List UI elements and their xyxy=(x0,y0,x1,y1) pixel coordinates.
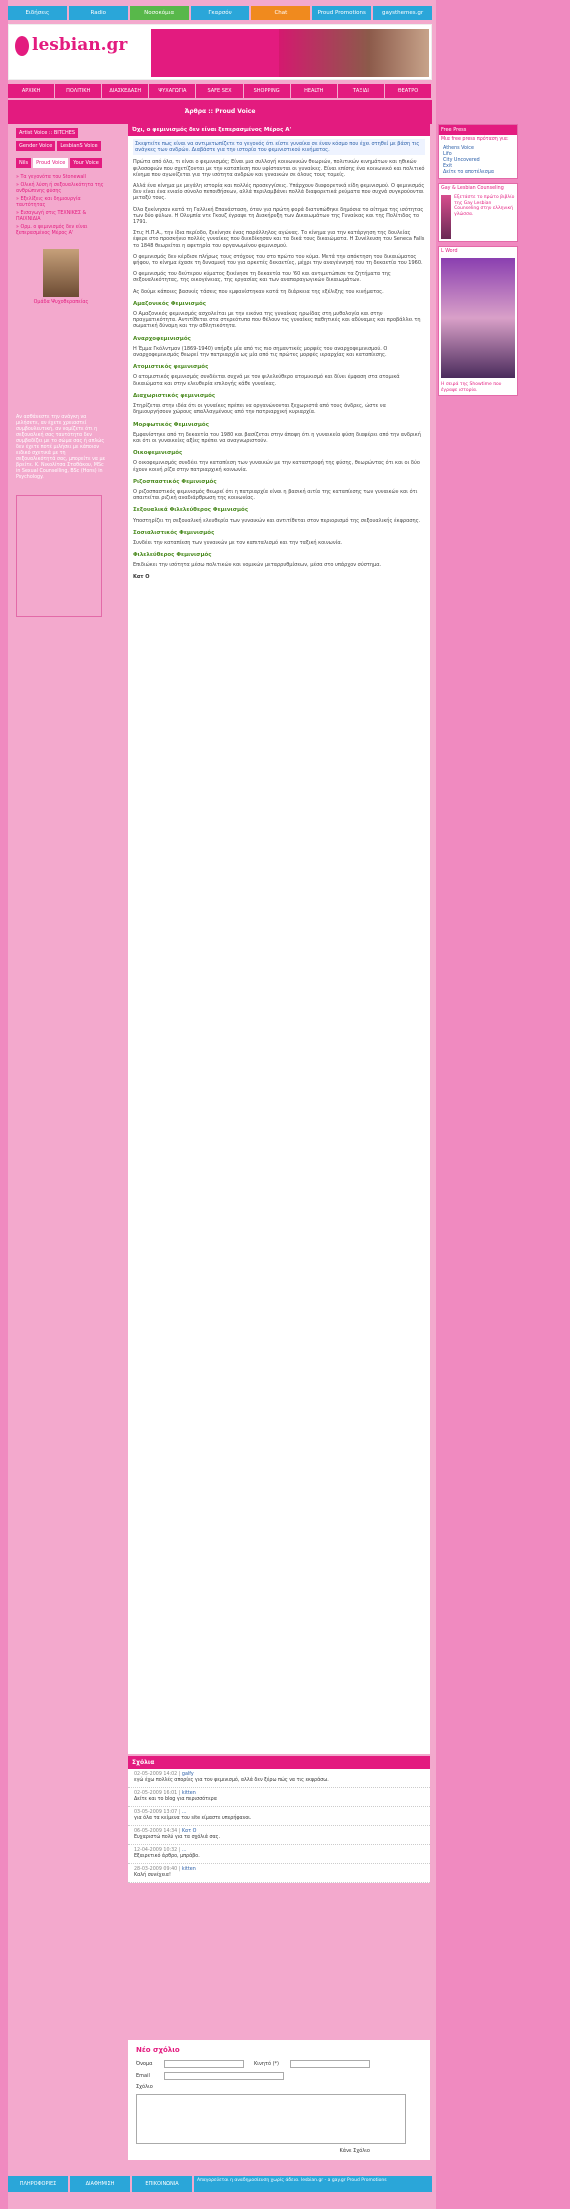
left-link[interactable]: » Εισαγωγή στις ΤΕΧΝΙΚΕΣ & ΠΑΙΧΝΙΔΙΑ xyxy=(16,211,87,222)
main-nav-item[interactable]: ΔΙΑΣΚΕΔΑΣΗ xyxy=(102,84,149,98)
main-nav-item[interactable]: ΑΡΧΙΚΗ xyxy=(8,84,55,98)
left-link[interactable]: » Εξελίξεις και δημιουργία ταυτότητας xyxy=(16,197,81,208)
footer-info-button[interactable]: ΠΛΗΡΟΦΟΡΙΕΣ xyxy=(8,2176,68,2192)
comments-section xyxy=(128,1756,430,1883)
section-text: Η Έμμα Γκόλντμαν (1869-1940) υπήρξε μία από τις πιο σημαντικές μορφές του αναρχοφεμινισμού. Ο αναρχοφεμινισμός θεωρεί την πατριαρχία ως μία από τις πρώτες μορφές ιεραρχίας και καταπίεσης. xyxy=(133,345,388,359)
section-heading: Οικοφεμινισμός xyxy=(133,450,183,457)
lword-text: Η σειρά της Showtime που έγραψε ιστορία. xyxy=(441,382,502,393)
article-body xyxy=(128,136,430,583)
book-box xyxy=(438,183,518,242)
name-label: Όνομα xyxy=(136,2061,153,2067)
section-text: Ο Αμαζονικός φεμινισμός ασχολείται με την εικόνα της γυναίκας ηρωίδας στη μυθολογία και στην πραγματικότητα. Αντιτίθεται στα στερεότυπα που θέλουν τις γυναίκες παθητικές και αδύναμες και προβάλλει τη σωματική δύναμη και την αθλητικότητα. xyxy=(133,311,421,330)
left-tab-nils[interactable]: Nils xyxy=(16,158,31,168)
comments-title: Σχόλια xyxy=(128,1756,430,1769)
lword-section-title[interactable]: L Word xyxy=(441,249,458,254)
article-paragraph: Όλα ξεκίνησαν κατά τη Γαλλική Επανάσταση, όταν για πρώτη φορά διατυπώθηκε δημόσια το αίτημα της ισότητας των δύο φύλων. Η Ολυμπία ντε Γκουζ έγραψε τη Διακήρυξη των Δικαιωμάτων της Γυναίκας και της Πολίτιδος το 1791. xyxy=(133,206,424,226)
left-button-lesbians[interactable]: LesbianS Voice xyxy=(57,141,100,151)
article-paragraph: Πρώτα από όλα, τι είναι ο φεμινισμός; Είναι μια συλλογή κοινωνικών θεωριών, πολιτικών κινημάτων και ηθικών φιλοσοφιών που σχετίζονται με την καταπίεση που υφίστανται οι γυναίκες. Είναι επίσης ένα κοινωνικό και πολιτικό κίνημα που αγωνίζεται για την ισότητα ανδρών και γυναικών σε όλους τους τομείς. xyxy=(133,159,425,178)
book-text: Εξετάστε το πρώτο βιβλίο της Gay Lesbian Counseling στην ελληνική γλώσσα. xyxy=(454,195,515,217)
logo-mark-icon xyxy=(15,36,29,56)
main-nav-item[interactable]: ΤΑΞΙΔΙ xyxy=(338,84,385,98)
comment-date: 02-05-2009 14:02 xyxy=(134,1772,178,1777)
comment-item: 02-05-2009 14:02 | galfy εγώ έχω πολλές απορίες για τον φεμινισμό, αλλά δεν ξέρω πώς να τις εκφράσω. xyxy=(128,1769,430,1788)
main-nav-item[interactable]: SAFE SEX xyxy=(196,84,243,98)
author-bio: Αν ασθάνεστε την ανάγκη να μιλήσετε, αν έχετε χρειαστεί συμβουλευτική, αν νομίζετε ότι η σεξουαλική σας ταυτότητα δεν συμβαδίζει με το σώμα σας ή απλώς δεν έχετε ποτέ μιλήσει με κάποιον ειδικό σχετικά με τη σεξουαλικότητά σας, μπορείτε να με βρείτε. Κ. Νικολίτσα Σταθάκου, MSc in Sexual Counselling, BSc (Hons) in Psychology. xyxy=(16,415,106,480)
main-nav xyxy=(8,84,432,98)
top-nav-item[interactable]: Proud Promotions xyxy=(312,6,371,20)
comment-item: 28-03-2009 09:40 | kitten Καλή συνέχεια! xyxy=(128,1864,430,1883)
article-paragraph: Ο φεμινισμός δεν κέρδισε πλήρως τους στόχους του στο πρώτο του κύμα. Μετά την απόκτηση του δικαιώματος ψήφου, το κίνημα έχασε τη δυναμική του για αρκετές δεκαετίες, μέχρι την αναγέννησή του τη δεκαετία του 1960. xyxy=(133,253,423,267)
footer-note: Απαγορεύεται η αναδημοσίευση χωρίς άδεια. lesbian.gr - a gay.gr Proud Promotions xyxy=(194,2176,432,2192)
section-heading: Ατομιστικός φεμινισμός xyxy=(133,364,209,371)
submit-button[interactable]: Κάνε Σχόλιο xyxy=(339,2148,370,2154)
comment-date: 06-05-2009 14:34 xyxy=(134,1829,178,1834)
left-link[interactable]: » Ορμ. ο φεμινισμός δεν είναι ξεπερασμένος Μέρος Α' xyxy=(16,225,88,236)
top-nav-item[interactable]: Chat xyxy=(251,6,310,20)
section-heading: Ριζοσπαστικός Φεμινισμός xyxy=(133,478,217,485)
comment-date: 12-04-2009 10:32 xyxy=(134,1848,178,1853)
author-photo xyxy=(43,249,79,297)
comment-textarea[interactable] xyxy=(136,2094,406,2144)
article-title: Όχι, ο φεμινισμός δεν είναι ξεπερασμένος Μέρος Α' xyxy=(128,124,430,136)
section-text: Ο ατομιστικός φεμινισμός συνδέεται συχνά με τον φιλελεύθερο ατομικισμό και δίνει έμφαση στα ατομικά δικαιώματα και στην ελευθερία επιλογής κάθε γυναίκας. xyxy=(133,374,400,387)
main-nav-item[interactable]: SHOPPING xyxy=(244,84,291,98)
comment-text: Ευχαριστώ πολύ για τα σχόλιά σας. xyxy=(134,1835,220,1840)
article-content xyxy=(128,124,430,1754)
comment-author[interactable]: ... xyxy=(181,1810,187,1815)
section-text: Επιδιώκει την ισότητα μέσω πολιτικών και νομικών μεταρρυθμίσεων, μέσα στο υπάρχον σύστημα. xyxy=(133,562,382,569)
free-press-title: Free Press xyxy=(439,125,517,135)
left-link[interactable]: » Τα γεγονότα του Stonewall xyxy=(16,175,86,180)
free-press-sub: Μια free press πρόταση για: xyxy=(441,137,509,142)
section-text: Υποστηρίζει τη σεξουαλική ελευθερία των γυναικών και αντιτίθεται στον περιορισμό της σεξουαλικής έκφρασης. xyxy=(133,517,421,524)
section-heading: Αμαζονικός Φεμινισμός xyxy=(133,300,207,307)
banner-image xyxy=(279,29,429,77)
comment-form xyxy=(128,2040,430,2160)
comment-author[interactable]: galfy xyxy=(181,1772,194,1777)
press-item[interactable]: Athens Voice xyxy=(443,146,474,151)
comment-text: για όλα τα κείμενα του site είμαστε υπερήφανοι. xyxy=(134,1816,252,1821)
section-title: Άρθρα :: Proud Voice xyxy=(184,108,256,115)
section-heading: Μορφωτικός Φεμινισμός xyxy=(133,421,209,428)
comment-date: 02-05-2009 16:01 xyxy=(134,1791,178,1796)
comment-item: 03-05-2009 13:07 | ... για όλα τα κείμενα του site είμαστε υπερήφανοι. xyxy=(128,1807,430,1826)
lword-box xyxy=(438,246,518,396)
footer xyxy=(8,2176,432,2192)
site-logo[interactable] xyxy=(15,35,127,56)
left-button-artist[interactable]: Artist Voice :: BITCHES xyxy=(16,128,78,138)
press-item[interactable]: Lifo xyxy=(443,152,452,157)
section-heading: Διαχωριστικός φεμινισμός xyxy=(133,392,216,399)
logo-text: lesbian.gr xyxy=(32,35,128,55)
footer-ads-button[interactable]: ΔΙΑΦΗΜΙΣΗ xyxy=(70,2176,130,2192)
section-bar xyxy=(8,100,432,124)
code-label: Κινητό (*) xyxy=(254,2061,279,2067)
email-label: Email xyxy=(136,2073,150,2079)
section-heading: Φιλελεύθερος Φεμινισμός xyxy=(133,552,212,559)
comment-author[interactable]: ... xyxy=(181,1848,187,1853)
comment-item: 02-05-2009 16:01 | kitten Δείτε και το blog για περισσότερα xyxy=(128,1788,430,1807)
left-ad-box xyxy=(16,495,102,617)
comment-author[interactable]: kitten xyxy=(181,1867,196,1872)
left-link-list xyxy=(16,175,106,237)
footer-contact-button[interactable]: ΕΠΙΚΟΙΝΩΝΙΑ xyxy=(132,2176,192,2192)
section-text: Συνδέει την καταπίεση των γυναικών με τον καπιταλισμό και την ταξική κοινωνία. xyxy=(133,539,343,546)
main-nav-item[interactable]: HEALTH xyxy=(291,84,338,98)
book-section-title[interactable]: Gay & Lesbian Counseling xyxy=(441,186,504,191)
photo-caption[interactable]: Ομάδα Ψυχοθεραπείας xyxy=(33,300,89,305)
top-nav-item[interactable]: gaysthemes.gr xyxy=(373,6,432,20)
comment-text: Εξαιρετικό άρθρο, μπράβο. xyxy=(134,1854,200,1859)
main-nav-item[interactable]: ΘΕΑΤΡΟ xyxy=(385,84,432,98)
section-text: Στηρίζεται στην ιδέα ότι οι γυναίκες πρέπει να οργανώνονται ξεχωριστά από τους άνδρες, ώστε να δημιουργήσουν χώρους απαλλαγμένους από την πατριαρχική κυριαρχία. xyxy=(133,403,386,416)
press-item[interactable]: City Uncovered xyxy=(443,158,480,163)
name-input[interactable] xyxy=(164,2060,244,2068)
section-text: Ο οικοφεμινισμός συνδέει την καταπίεση των γυναικών με την καταστροφή της φύσης, θεωρώντας ότι και οι δύο έχουν κοινή ρίζα στην πατριαρχική κοινωνία. xyxy=(133,460,420,473)
email-input[interactable] xyxy=(164,2072,284,2080)
section-heading: Σοσιαλιστικός Φεμινισμός xyxy=(133,529,215,536)
article-lead: Σκεφτείτε πως είναι να αντιμετωπίζετε το γεγονός ότι είστε γυναίκα σε έναν κόσμο που έχει στηθεί με βάση τις ανάγκες των ανδρών. Διαβάστε για την ιστορία του φεμινιστικού κινήματος. xyxy=(133,139,425,155)
article-paragraph: Αλλά ένα κίνημα με μεγάλη ιστορία και πολλές προσεγγίσεις. Υπάρχουν διαφορετικά είδη φεμινισμού. Ο φεμινισμός δεν είναι ένα ενιαίο σύνολο πεποιθήσεων, αλλά περιλαμβάνει πολλά διαφορετικά ρεύματα που συχνά συγκρούονται μεταξύ τους. xyxy=(133,183,425,202)
book-cover[interactable] xyxy=(441,195,451,239)
section-text: Ο ριζοσπαστικός φεμινισμός θεωρεί ότι η πατριαρχία είναι η βασική αιτία της καταπίεσης των γυναικών και ότι απαιτείται ριζική αναδιάρθρωση της κοινωνίας. xyxy=(133,488,418,502)
section-heading: Σεξουαλικά Φιλελεύθερος Φεμινισμός xyxy=(133,507,249,514)
article-signature: Κατ Ο xyxy=(133,573,150,580)
right-column xyxy=(438,124,518,400)
site-header xyxy=(8,24,432,80)
article-paragraph: Ας δούμε κάποιες βασικές τάσεις που εμφανίστηκαν κατά τη διάρκεια της εξέλιξης του κινήματος. xyxy=(133,288,384,295)
left-link[interactable]: » Ολική λύση ή σεξουαλικότητα της ανθρώπινης φύσης xyxy=(16,183,104,194)
comment-date: 03-05-2009 13:07 xyxy=(134,1810,178,1815)
header-banner[interactable] xyxy=(151,29,429,77)
press-item[interactable]: Exit xyxy=(443,164,453,169)
left-tab-proud-voice[interactable]: Proud Voice xyxy=(33,158,68,168)
comment-text: Καλή συνέχεια! xyxy=(134,1873,171,1878)
comment-author[interactable]: kitten xyxy=(181,1791,196,1796)
comment-date: 28-03-2009 09:40 xyxy=(134,1867,178,1872)
top-nav-item[interactable]: Radio xyxy=(69,6,128,20)
comment-text: εγώ έχω πολλές απορίες για τον φεμινισμό, αλλά δεν ξέρω πώς να τις εκφράσω. xyxy=(134,1778,329,1783)
article-paragraph: Στις Η.Π.Α., την ίδια περίοδο, ξεκίνησε ένας παράλληλος αγώνας. Το κίνημα για την κατάργηση της δουλείας έφερε στο προσκήνιο πολλές γυναίκες που διεκδίκησαν και τα δικά τους δικαιώματα. Η Συνέλευση του Seneca Falls το 1848 θεωρείται η αφετηρία του οργανωμένου φεμινισμού. xyxy=(133,230,425,249)
left-button-gender[interactable]: Gender Voice xyxy=(16,141,55,151)
code-input[interactable] xyxy=(290,2060,370,2068)
top-nav-item[interactable]: Γκαρσόν xyxy=(191,6,250,20)
form-title: Νέο σχόλιο xyxy=(136,2046,180,2054)
main-nav-item[interactable]: ΨΥΧΑΓΩΓΙΑ xyxy=(149,84,196,98)
press-item[interactable]: Δείτε το αποτέλεσμα xyxy=(443,170,495,175)
article-paragraph: Ο φεμινισμός του δεύτερου κύματος ξεκίνησε τη δεκαετία του '60 και αντιμετώπισε τα ζητήματα της σεξουαλικότητας, της οικογένειας, της εργασίας και των αναπαραγωγικών δικαιωμάτων. xyxy=(133,271,391,284)
comment-item: 06-05-2009 14:34 | Κατ Ο Ευχαριστώ πολύ για τα σχόλιά σας. xyxy=(128,1826,430,1845)
top-nav xyxy=(8,6,432,20)
free-press-box xyxy=(438,124,518,179)
top-nav-item[interactable]: Ειδήσεις xyxy=(8,6,67,20)
comment-text: Δείτε και το blog για περισσότερα xyxy=(134,1797,217,1802)
left-column xyxy=(16,128,106,617)
comment-author[interactable]: Κατ Ο xyxy=(181,1829,197,1834)
main-nav-item[interactable]: ΠΟΛΙΤΙΚΗ xyxy=(55,84,102,98)
top-nav-item[interactable]: Νοσοκόμια xyxy=(130,6,189,20)
comment-label: Σχόλιο xyxy=(136,2084,153,2090)
lword-image[interactable] xyxy=(441,258,515,378)
section-heading: Αναρχοφεμινισμός xyxy=(133,335,191,342)
section-text: Εμφανίστηκε από τη δεκαετία του 1980 και βασίζεται στην άποψη ότι η γυναικεία φύση διαφέρει από την ανδρική και ότι οι γυναικείες αξίες πρέπει να αναγνωριστούν. xyxy=(133,431,421,444)
left-tab-your-voice[interactable]: Your Voice xyxy=(70,158,102,168)
comment-item: 12-04-2009 10:32 | ... Εξαιρετικό άρθρο, μπράβο. xyxy=(128,1845,430,1864)
